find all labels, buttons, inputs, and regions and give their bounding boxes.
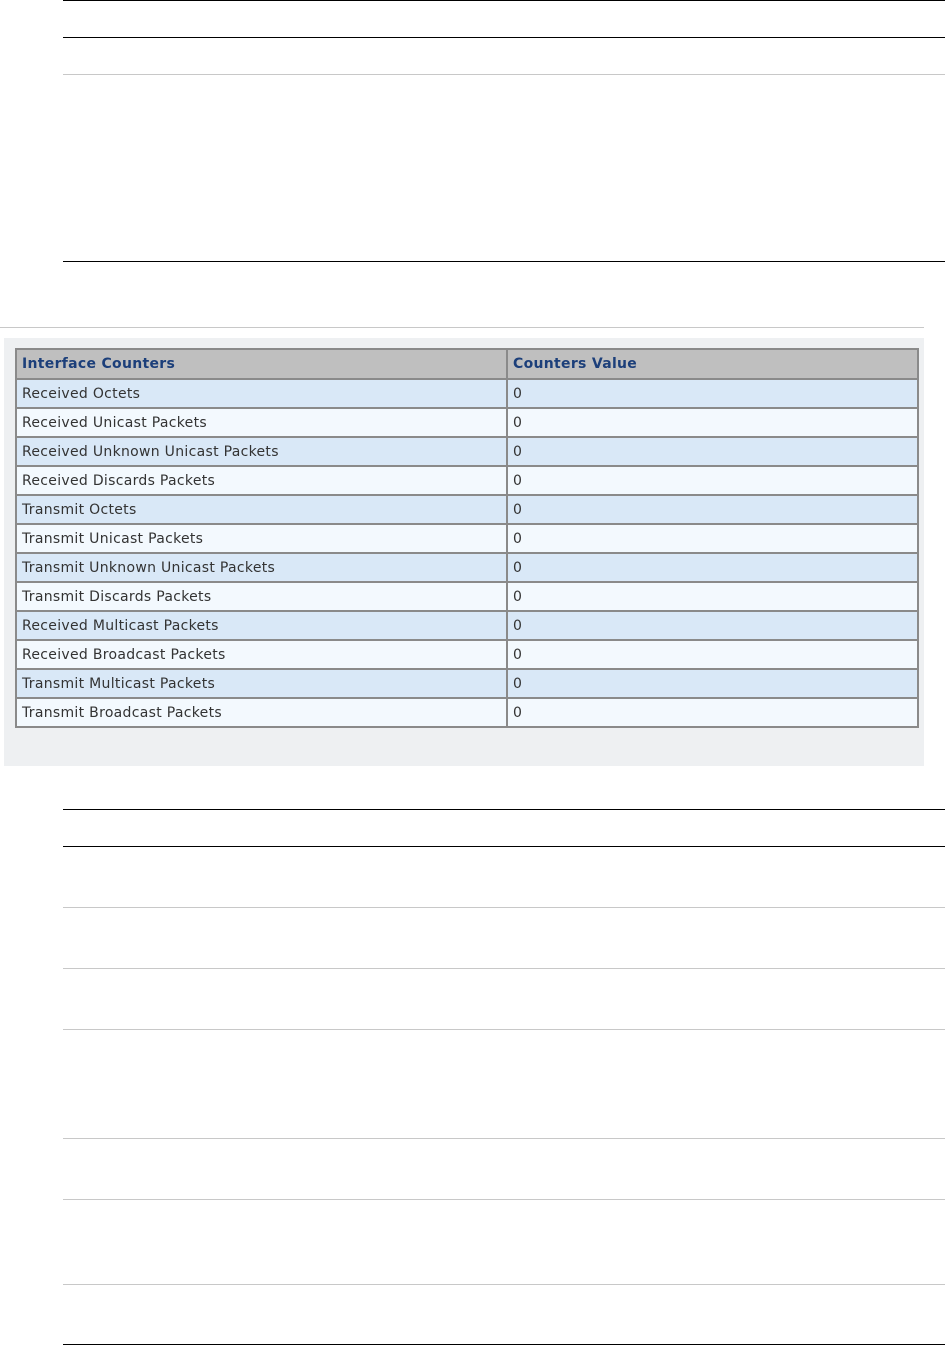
table-row <box>16 553 918 582</box>
counter-value: 0 <box>507 640 918 669</box>
counter-name: Transmit Discards Packets <box>16 582 507 611</box>
counter-name: Received Octets <box>16 379 507 408</box>
document-rule <box>63 1344 945 1345</box>
document-rule <box>63 809 945 810</box>
counter-value: 0 <box>507 466 918 495</box>
counter-name: Transmit Octets <box>16 495 507 524</box>
counter-value: 0 <box>507 437 918 466</box>
counter-value: 0 <box>507 495 918 524</box>
header-interface-counters: Interface Counters <box>16 349 507 379</box>
table-row <box>16 524 918 553</box>
table-row <box>16 495 918 524</box>
table-row <box>16 408 918 437</box>
table-header-row <box>16 349 918 379</box>
table-row <box>16 640 918 669</box>
table-row <box>16 437 918 466</box>
table-row <box>16 669 918 698</box>
interface-counters-table <box>15 348 919 728</box>
counter-value: 0 <box>507 698 918 727</box>
table-row <box>16 379 918 408</box>
counter-value: 0 <box>507 553 918 582</box>
counter-value: 0 <box>507 669 918 698</box>
counter-name: Transmit Multicast Packets <box>16 669 507 698</box>
document-rule <box>63 1138 945 1139</box>
document-rule <box>63 1029 945 1030</box>
table-row <box>16 698 918 727</box>
document-rule <box>63 968 945 969</box>
counter-value: 0 <box>507 379 918 408</box>
counter-name: Transmit Broadcast Packets <box>16 698 507 727</box>
document-rule <box>63 37 945 38</box>
table-row <box>16 611 918 640</box>
counter-name: Received Unknown Unicast Packets <box>16 437 507 466</box>
header-counters-value: Counters Value <box>507 349 918 379</box>
table-row <box>16 466 918 495</box>
screenshot-divider <box>0 327 924 328</box>
document-rule <box>63 261 945 262</box>
counter-name: Received Discards Packets <box>16 466 507 495</box>
table-row <box>16 582 918 611</box>
counter-name: Received Multicast Packets <box>16 611 507 640</box>
counter-name: Transmit Unknown Unicast Packets <box>16 553 507 582</box>
document-rule <box>63 0 945 1</box>
document-rule <box>63 1199 945 1200</box>
document-rule <box>63 1284 945 1285</box>
counter-value: 0 <box>507 524 918 553</box>
counter-name: Received Unicast Packets <box>16 408 507 437</box>
counter-value: 0 <box>507 582 918 611</box>
counter-value: 0 <box>507 408 918 437</box>
document-rule <box>63 74 945 75</box>
counter-value: 0 <box>507 611 918 640</box>
counter-name: Transmit Unicast Packets <box>16 524 507 553</box>
counter-name: Received Broadcast Packets <box>16 640 507 669</box>
document-rule <box>63 907 945 908</box>
document-rule <box>63 846 945 847</box>
